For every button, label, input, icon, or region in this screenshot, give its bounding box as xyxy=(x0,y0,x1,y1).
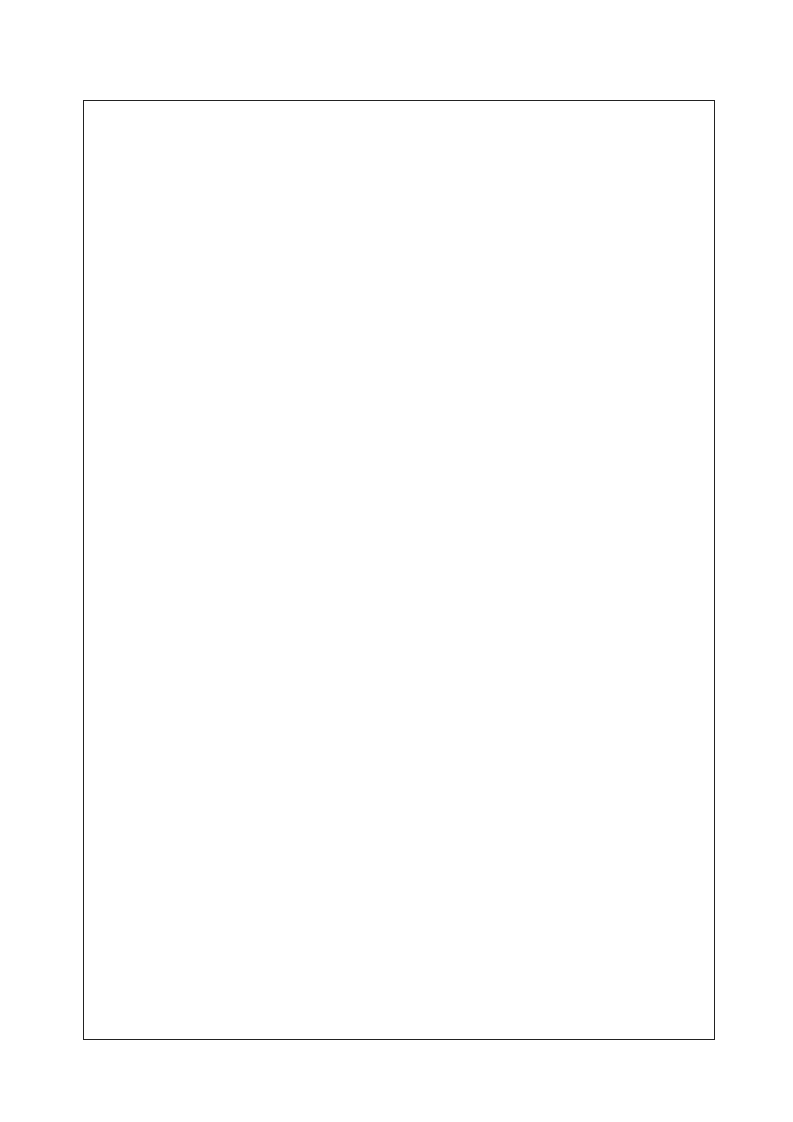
writing-grid xyxy=(83,100,715,1040)
